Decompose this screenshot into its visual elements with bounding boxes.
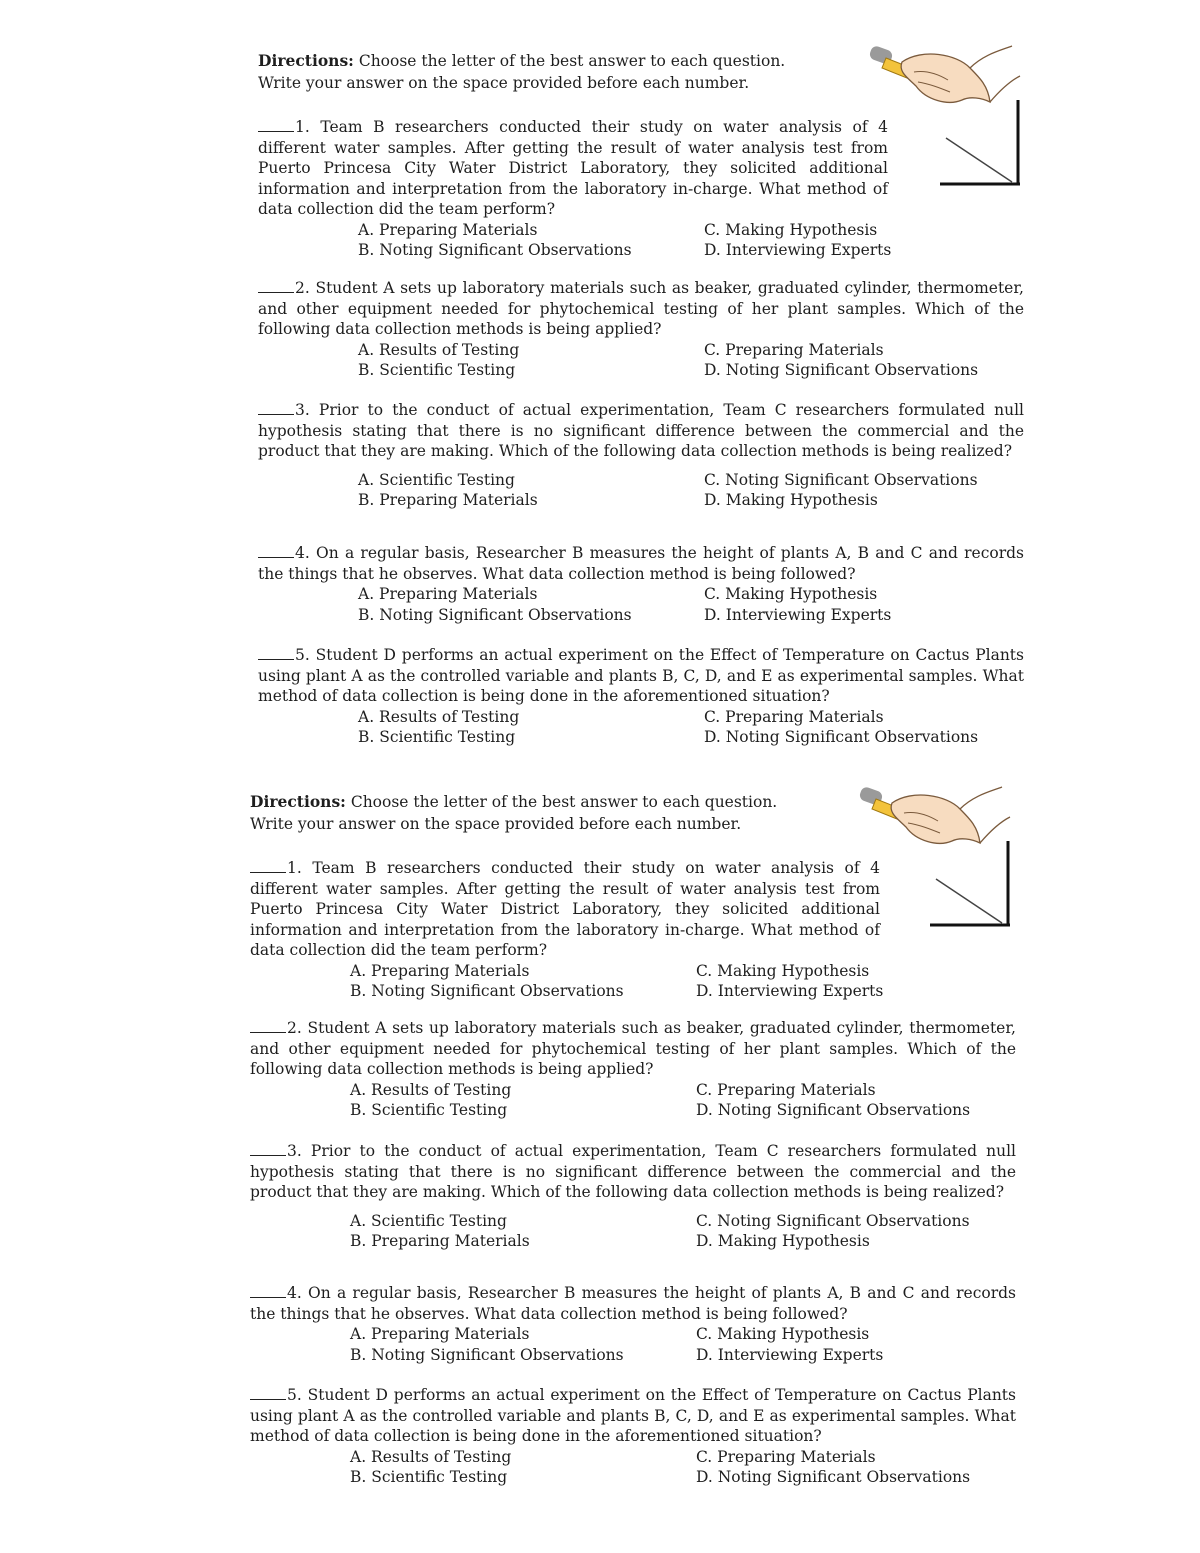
- question-text: On a regular basis, Researcher B measures the height of plants A, B and C and records the things that he observes. What data collection method is being followed?: [258, 544, 1024, 583]
- question-text: On a regular basis, Researcher B measures the height of plants A, B and C and records the things that he observes. What data collection method is being followed?: [250, 1284, 1016, 1323]
- question-number: 3.: [295, 401, 310, 419]
- option-d: D. Interviewing Experts: [704, 241, 892, 259]
- option-d: D. Interviewing Experts: [696, 1345, 884, 1364]
- directions-text: Choose the letter of the best answer to each question.: [358, 52, 786, 70]
- answer-blank[interactable]: [250, 1018, 286, 1033]
- option-b: B. Preparing Materials: [358, 491, 538, 509]
- option-d: D. Making Hypothesis: [696, 1232, 870, 1250]
- answer-blank[interactable]: [250, 858, 286, 873]
- directions-label: Directions:: [250, 792, 346, 811]
- directions: [258, 50, 838, 94]
- question-3: [250, 1141, 1016, 1252]
- question-2: [258, 278, 1024, 381]
- answer-blank[interactable]: [258, 543, 294, 558]
- worksheet-2: [0, 781, 1200, 1521]
- option-b: B. Scientific Testing: [358, 728, 516, 746]
- option-a: A. Scientific Testing: [350, 1211, 507, 1230]
- question-4: [258, 543, 1024, 625]
- question-2: [250, 1018, 1016, 1121]
- answer-blank[interactable]: [250, 1141, 286, 1156]
- question-number: 5.: [287, 1386, 302, 1404]
- option-a: A. Results of Testing: [350, 1447, 512, 1466]
- answer-options: [358, 584, 1024, 625]
- answer-options: [350, 1447, 1016, 1488]
- option-c: C. Noting Significant Observations: [696, 1211, 970, 1230]
- option-a: A. Results of Testing: [358, 340, 520, 359]
- answer-blank[interactable]: [258, 645, 294, 660]
- option-c: C. Preparing Materials: [696, 1447, 876, 1466]
- option-a: A. Preparing Materials: [350, 961, 530, 980]
- question-number: 2.: [295, 279, 310, 297]
- question-number: 2.: [287, 1019, 302, 1037]
- answer-options: [350, 961, 1016, 1002]
- question-text: Student A sets up laboratory materials such as beaker, graduated cylinder, thermometer, and other equipment needed for phytochemical testing of her plant samples. Which of the following data collection methods is being applied?: [258, 279, 1024, 338]
- directions: [250, 791, 830, 835]
- answer-options: [358, 470, 1024, 511]
- option-b: B. Preparing Materials: [350, 1232, 530, 1250]
- directions-label: Directions:: [258, 51, 354, 70]
- directions-text: Choose the letter of the best answer to each question.: [350, 793, 778, 811]
- answer-blank[interactable]: [250, 1283, 286, 1298]
- option-a: A. Preparing Materials: [350, 1325, 530, 1343]
- option-c: C. Preparing Materials: [696, 1080, 876, 1099]
- question-text: Student D performs an actual experiment on the Effect of Temperature on Cactus Plants using plant A as the controlled variable and plants B, C, D, and E as experimental samples. What method of data collection is being done in the aforementioned situation?: [258, 646, 1024, 705]
- question-5: [258, 645, 1024, 748]
- answer-blank[interactable]: [250, 1385, 286, 1400]
- option-b: B. Scientific Testing: [350, 1101, 508, 1119]
- option-c: C. Making Hypothesis: [704, 585, 878, 603]
- question-3: [258, 400, 1024, 511]
- option-b: B. Scientific Testing: [358, 361, 516, 379]
- question-4: [250, 1283, 1016, 1365]
- option-d: D. Noting Significant Observations: [696, 1468, 971, 1486]
- answer-options: [350, 1324, 1016, 1365]
- option-a: A. Results of Testing: [358, 707, 520, 726]
- option-d: D. Noting Significant Observations: [704, 728, 979, 746]
- option-c: C. Preparing Materials: [704, 707, 884, 726]
- question-text: Prior to the conduct of actual experimentation, Team C researchers formulated null hypothesis stating that there is no significant difference between the commercial and the product that they are making. Which of the following data collection methods is being realized?: [250, 1142, 1016, 1201]
- option-b: B. Scientific Testing: [350, 1468, 508, 1486]
- answer-options: [358, 707, 1024, 748]
- answer-options: [350, 1211, 1016, 1252]
- question-text: Team B researchers conducted their study on water analysis of 4 different water samples. After getting the result of water analysis test from Puerto Princesa City Water District Laboratory, they solicited additional information and interpretation from the laboratory in-charge. What method of data collection did the team perform?: [258, 118, 888, 218]
- option-a: A. Scientific Testing: [358, 470, 515, 489]
- answer-options: [358, 340, 1024, 381]
- question-text: Student D performs an actual experiment on the Effect of Temperature on Cactus Plants using plant A as the controlled variable and plants B, C, D, and E as experimental samples. What method of data collection is being done in the aforementioned situation?: [250, 1386, 1016, 1445]
- option-c: C. Noting Significant Observations: [704, 470, 978, 489]
- option-c: C. Making Hypothesis: [696, 961, 870, 980]
- question-1: [250, 858, 1016, 1002]
- option-c: C. Making Hypothesis: [704, 220, 878, 239]
- option-a: A. Preparing Materials: [358, 585, 538, 603]
- option-d: D. Interviewing Experts: [696, 982, 884, 1000]
- answer-blank[interactable]: [258, 278, 294, 293]
- answer-blank[interactable]: [258, 117, 294, 132]
- option-a: A. Results of Testing: [350, 1080, 512, 1099]
- question-5: [250, 1385, 1016, 1488]
- option-c: C. Making Hypothesis: [696, 1325, 870, 1343]
- option-b: B. Noting Significant Observations: [350, 1345, 624, 1364]
- option-d: D. Noting Significant Observations: [696, 1101, 971, 1119]
- option-b: B. Noting Significant Observations: [358, 241, 632, 259]
- question-1: [258, 117, 1024, 261]
- question-text: Team B researchers conducted their study on water analysis of 4 different water samples. After getting the result of water analysis test from Puerto Princesa City Water District Laboratory, they solicited additional information and interpretation from the laboratory in-charge. What method of data collection did the team perform?: [250, 859, 880, 959]
- option-c: C. Preparing Materials: [704, 340, 884, 359]
- option-a: A. Preparing Materials: [358, 220, 538, 239]
- question-text: Student A sets up laboratory materials such as beaker, graduated cylinder, thermometer, and other equipment needed for phytochemical testing of her plant samples. Which of the following data collection methods is being applied?: [250, 1019, 1016, 1078]
- option-d: D. Noting Significant Observations: [704, 361, 979, 379]
- directions-line2: Write your answer on the space provided before each number.: [250, 815, 742, 833]
- answer-options: [358, 220, 1024, 261]
- worksheet-1: [0, 40, 1200, 780]
- directions-line2: Write your answer on the space provided before each number.: [258, 74, 750, 92]
- answer-blank[interactable]: [258, 400, 294, 415]
- question-number: 1.: [287, 859, 302, 877]
- question-number: 5.: [295, 646, 310, 664]
- option-d: D. Making Hypothesis: [704, 491, 878, 509]
- question-number: 4.: [287, 1284, 302, 1302]
- question-number: 1.: [295, 118, 310, 136]
- option-d: D. Interviewing Experts: [704, 605, 892, 624]
- question-text: Prior to the conduct of actual experimentation, Team C researchers formulated null hypothesis stating that there is no significant difference between the commercial and the product that they are making. Which of the following data collection methods is being realized?: [258, 401, 1024, 460]
- option-b: B. Noting Significant Observations: [358, 605, 632, 624]
- answer-options: [350, 1080, 1016, 1121]
- question-number: 4.: [295, 544, 310, 562]
- option-b: B. Noting Significant Observations: [350, 982, 624, 1000]
- question-number: 3.: [287, 1142, 302, 1160]
